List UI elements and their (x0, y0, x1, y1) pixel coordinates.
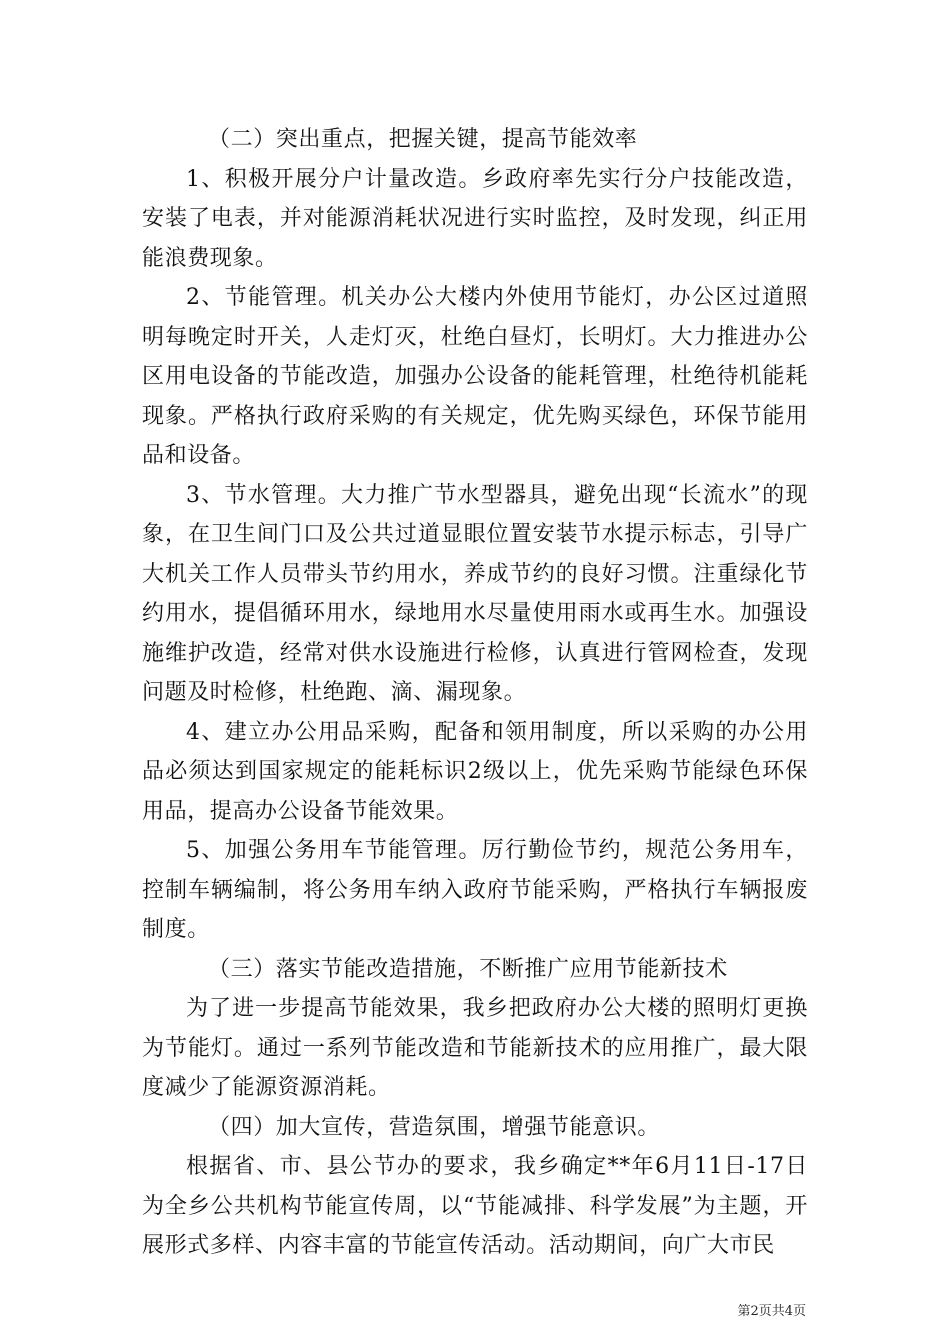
section-heading-3: （三）落实节能改造措施，不断推广应用节能新技术 (208, 956, 728, 982)
paragraph-item-2: 2、节能管理。机关办公大楼内外使用节能灯，办公区过道照明每晚定时开关，人走灯灭，杜绝白昼灯，长明灯。大力推进办公区用电设备的节能改造，加强办公设备的能耗管理，杜绝待机能耗现象。严格执行政府采购的有关规定，优先购买绿色，环保节能用品和设备。 (142, 285, 808, 468)
paragraph-section-3-body: 为了进一步提高节能效果，我乡把政府办公大楼的照明灯更换为节能灯。通过一系列节能改造和节能新技术的应用推广，最大限度减少了能源资源消耗。 (142, 996, 808, 1100)
section-heading-4: （四）加大宣传，营造氛围，增强节能意识。 (208, 1114, 661, 1140)
paragraph-item-3: 3、节水管理。大力推广节水型器具，避免出现“长流水”的现象，在卫生间门口及公共过道显眼位置安装节水提示标志，引导广大机关工作人员带头节约用水，养成节约的良好习惯。注重绿化节约用水，提倡循环用水，绿地用水尽量使用雨水或再生水。加强设施维护改造，经常对供水设施进行检修，认真进行管网检查，发现问题及时检修，杜绝跑、滴、漏现象。 (142, 482, 808, 705)
section-heading-2: （二）突出重点，把握关键，提高节能效率 (208, 127, 638, 152)
paragraph-item-4: 4、建立办公用品采购，配备和领用制度，所以采购的办公用品必须达到国家规定的能耗标识2级以上，优先采购节能绿色环保用品，提高办公设备节能效果。 (142, 719, 808, 824)
paragraph-section-4-body: 根据省、市、县公节办的要求，我乡确定**年6月11日-17日为全乡公共机构节能宣传周，以“节能减排、科学发展”为主题，开展形式多样、内容丰富的节能宣传活动。活动期间，向广大市民 (142, 1154, 808, 1258)
page-number-footer: 第2页共4页 (737, 1304, 806, 1319)
paragraph-item-1: 1、积极开展分户计量改造。乡政府率先实行分户技能改造，安装了电表，并对能源消耗状况进行实时监控，及时发现，纠正用能浪费现象。 (142, 166, 808, 271)
paragraph-item-5: 5、加强公务用车节能管理。厉行勤俭节约，规范公务用车，控制车辆编制，将公务用车纳入政府节能采购，严格执行车辆报废制度。 (142, 838, 808, 942)
document-body (142, 120, 808, 1266)
